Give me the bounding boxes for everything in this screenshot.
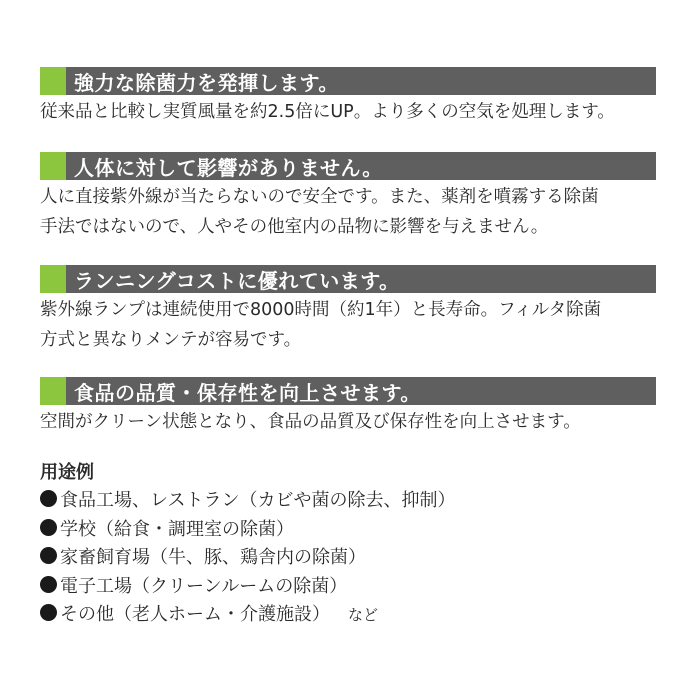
section-body-line: 人に直接紫外線が当たらないので安全です。また、薬剤を噴霧する除菌: [40, 187, 599, 207]
section-heading-bar: [40, 67, 656, 95]
section-running-cost: [40, 265, 656, 355]
heading-accent-block: [40, 265, 66, 293]
section-heading: 食品の品質・保存性を向上させます。: [74, 380, 421, 405]
section-body-line: 紫外線ランプは連続使用で8000時間（約1年）と長寿命。フィルタ除菌: [40, 300, 602, 320]
heading-accent-block: [40, 377, 66, 405]
bullet-icon: [40, 519, 57, 536]
section-body-line: 方式と異なりメンテが容易です。: [40, 330, 302, 350]
usage-examples: [40, 459, 656, 630]
bullet-icon: [40, 547, 57, 564]
usage-item: [40, 544, 656, 573]
section-body-line: 空間がクリーン状態となり、食品の品質及び保存性を向上させます。: [40, 412, 581, 432]
bullet-icon: [40, 604, 57, 621]
section-heading-bar: [40, 265, 656, 293]
usage-item: [40, 516, 656, 545]
usage-item: [40, 573, 656, 602]
section-human-safety: [40, 152, 656, 242]
usage-item-text: 家畜飼育場（牛、豚、鶏舎内の除菌）: [60, 547, 366, 568]
heading-accent-block: [40, 152, 66, 180]
section-heading: ランニングコストに優れています。: [74, 268, 400, 293]
usage-item-text: その他（老人ホーム・介護施設）: [60, 604, 330, 625]
section-sterilization: [40, 67, 656, 127]
usage-item-suffix: など: [348, 606, 379, 624]
heading-accent-block: [40, 67, 66, 95]
section-body-line: 手法ではないので、人やその他室内の品物に影響を与えません。: [40, 217, 549, 237]
section-food-quality: [40, 377, 656, 437]
usage-item: [40, 487, 656, 516]
usage-examples-title: 用途例: [40, 462, 94, 483]
usage-item-text: 学校（給食・調理室の除菌）: [60, 518, 294, 540]
section-heading-bar: [40, 152, 656, 180]
section-heading-bar: [40, 377, 656, 405]
usage-item-text: 食品工場、レストラン（カビや菌の除去、抑制）: [60, 490, 456, 511]
section-heading: 強力な除菌力を発揮します。: [74, 70, 339, 95]
section-heading: 人体に対して影響がありません。: [74, 155, 383, 180]
section-body-line: 従来品と比較し実質風量を約2.5倍にUP。より多くの空気を処理します。: [40, 102, 615, 122]
usage-item-text: 電子工場（クリーンルームの除菌）: [60, 575, 348, 597]
bullet-icon: [40, 490, 57, 507]
bullet-icon: [40, 576, 57, 593]
usage-item: [40, 601, 656, 630]
